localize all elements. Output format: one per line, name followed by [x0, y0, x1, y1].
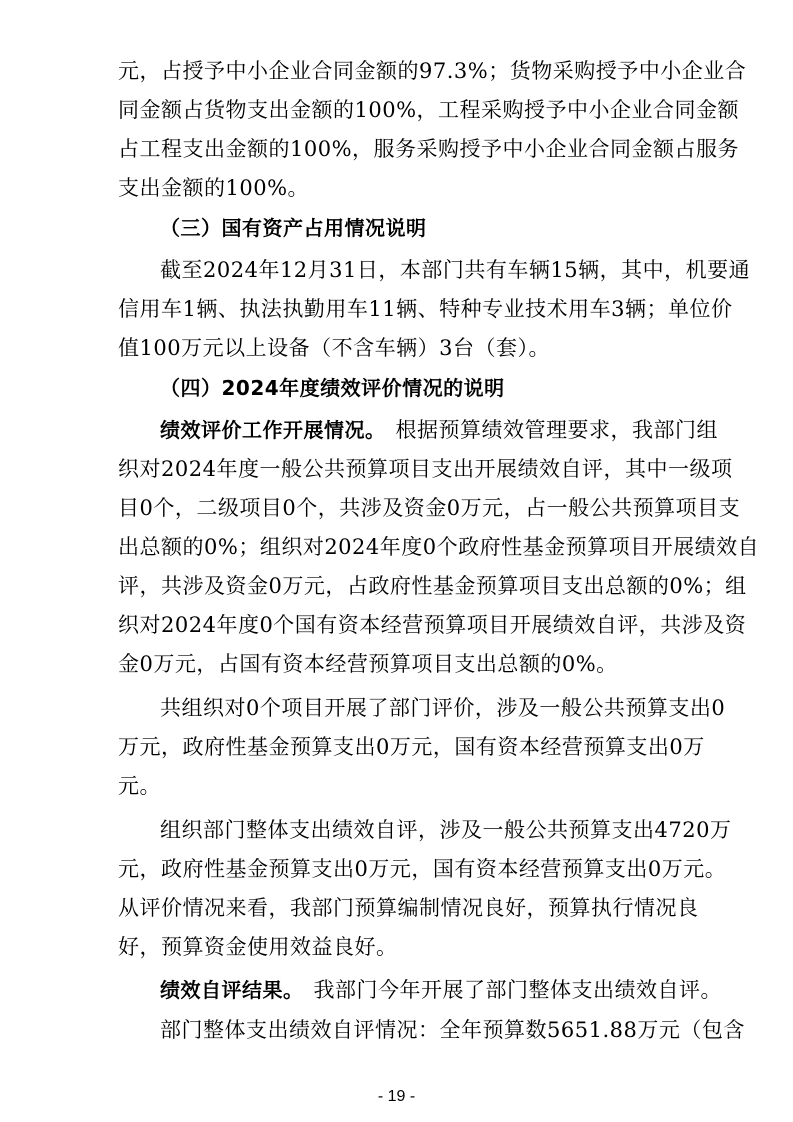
text-line: 从评价情况来看，我部门预算编制情况良好，预算执行情况良 — [118, 896, 699, 920]
section-heading: （三）国有资产占用情况说明 — [160, 216, 427, 240]
page-number: - 19 - — [377, 1088, 416, 1105]
text-line: 值100万元以上设备（不含车辆）3台（套）。 — [118, 336, 550, 360]
text-span: 根据预算绩效管理要求，我部门组 — [395, 418, 718, 442]
text-line: 占工程支出金额的100%，服务采购授予中小企业合同金额占服务 — [118, 137, 740, 161]
paragraph-lead: 绩效评价工作开展情况。 — [160, 418, 386, 442]
text-line: 元。 — [118, 774, 161, 798]
text-line: 元，占授予中小企业合同金额的97.3%；货物采购授予中小企业合 — [118, 59, 747, 83]
text-line: 元，政府性基金预算支出0万元，国有资本经营预算支出0万元。 — [118, 857, 727, 881]
text-line: 出总额的0%；组织对2024年度0个政府性基金预算项目开展绩效自 — [118, 535, 760, 559]
text-line: 同金额占货物支出金额的100%，工程采购授予中小企业合同金额 — [118, 98, 740, 122]
text-line: 金0万元，占国有资本经营预算项目支出总额的0%。 — [118, 652, 618, 676]
text-line: 织对2024年度0个国有资本经营预算项目开展绩效自评，共涉及资 — [118, 613, 747, 637]
text-line — [160, 975, 722, 1005]
text-line: 截至2024年12月31日，本部门共有车辆15辆，其中，机要通 — [160, 258, 751, 282]
text-line: 好，预算资金使用效益良好。 — [118, 935, 398, 959]
text-span: 我部门今年开展了部门整体支出绩效自评。 — [313, 978, 722, 1002]
text-line: 万元，政府性基金预算支出0万元，国有资本经营预算支出0万 — [118, 735, 705, 759]
text-line: 织对2024年度一般公共预算项目支出开展绩效自评，其中一级项 — [118, 457, 733, 481]
text-line: 部门整体支出绩效自评情况：全年预算数5651.88万元（包含 — [160, 1018, 745, 1042]
paragraph-lead: 绩效自评结果。 — [160, 978, 304, 1002]
text-line: 目0个，二级项目0个，共涉及资金0万元，占一般公共预算项目支 — [118, 496, 741, 520]
text-line: 评，共涉及资金0万元，占政府性基金预算项目支出总额的0%；组 — [118, 574, 747, 598]
text-line: 信用车1辆、执法执勤用车11辆、特种专业技术用车3辆；单位价 — [118, 297, 733, 321]
text-line: 组织部门整体支出绩效自评，涉及一般公共预算支出4720万 — [160, 818, 732, 842]
text-line — [160, 415, 718, 445]
text-line: 支出金额的100%。 — [118, 176, 310, 200]
section-heading: （四）2024年度绩效评价情况的说明 — [160, 376, 505, 400]
text-line: 共组织对0个项目开展了部门评价，涉及一般公共预算支出0 — [160, 696, 726, 720]
